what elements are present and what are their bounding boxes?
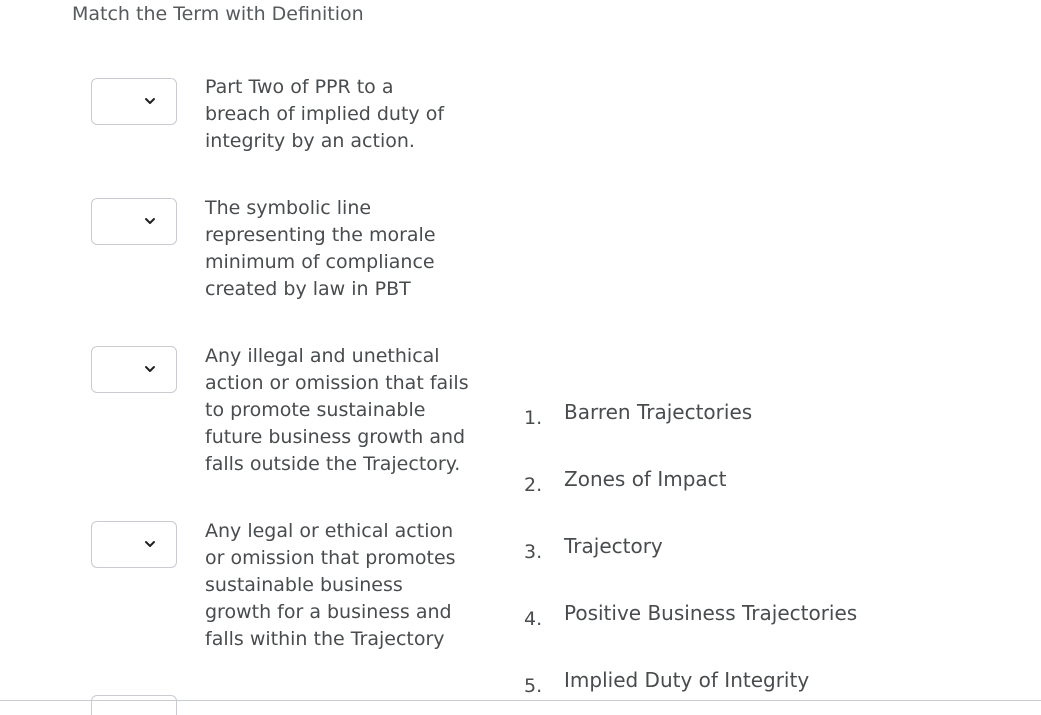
match-select-1[interactable] <box>91 78 177 125</box>
term-item-3 <box>524 534 663 564</box>
question-title: Match the Term with Definition <box>72 3 364 25</box>
term-label: Trajectory <box>564 534 663 558</box>
definition-2 <box>205 195 495 303</box>
definition-1 <box>205 74 495 155</box>
chevron-down-icon <box>144 539 156 549</box>
definition-line: Any illegal and unethical <box>205 345 440 367</box>
definition-line: representing the morale <box>205 224 436 246</box>
term-label: Barren Trajectories <box>564 400 753 424</box>
definition-line: breach of implied duty of <box>205 103 445 125</box>
term-label: Implied Duty of Integrity <box>564 668 810 692</box>
definition-line: integrity by an action. <box>205 130 415 152</box>
definition-line: created by law in PBT <box>205 278 411 300</box>
term-label: Positive Business Trajectories <box>564 601 858 625</box>
term-number: 5. <box>524 675 543 697</box>
definition-line: The symbolic line <box>205 197 372 219</box>
definition-line: minimum of compliance <box>205 251 435 273</box>
term-item-5 <box>524 668 809 698</box>
term-number: 3. <box>524 541 543 563</box>
term-number: 1. <box>524 407 543 429</box>
term-number: 4. <box>524 608 543 630</box>
match-select-3[interactable] <box>91 346 177 393</box>
term-label: Zones of Impact <box>564 467 727 491</box>
definition-line: to promote sustainable <box>205 399 426 421</box>
term-item-4 <box>524 601 857 631</box>
definition-line: sustainable business <box>205 574 403 596</box>
chevron-down-icon <box>144 216 156 226</box>
definition-line: Part Two of PPR to a <box>205 76 394 98</box>
definition-3 <box>205 343 495 478</box>
term-item-2 <box>524 467 727 497</box>
chevron-down-icon <box>144 96 156 106</box>
match-select-2[interactable] <box>91 198 177 245</box>
term-item-1 <box>524 400 752 430</box>
definition-line: Any legal or ethical action <box>205 520 454 542</box>
definition-4 <box>205 518 495 653</box>
definition-line: falls within the Trajectory <box>205 628 445 650</box>
match-select-5[interactable] <box>91 695 177 715</box>
definition-line: growth for a business and <box>205 601 452 623</box>
chevron-down-icon <box>144 364 156 374</box>
match-select-4[interactable] <box>91 521 177 568</box>
definition-line: falls outside the Trajectory. <box>205 453 461 475</box>
definition-line: future business growth and <box>205 426 466 448</box>
definition-line: or omission that promotes <box>205 547 456 569</box>
term-number: 2. <box>524 474 543 496</box>
definition-line: action or omission that fails <box>205 372 469 394</box>
